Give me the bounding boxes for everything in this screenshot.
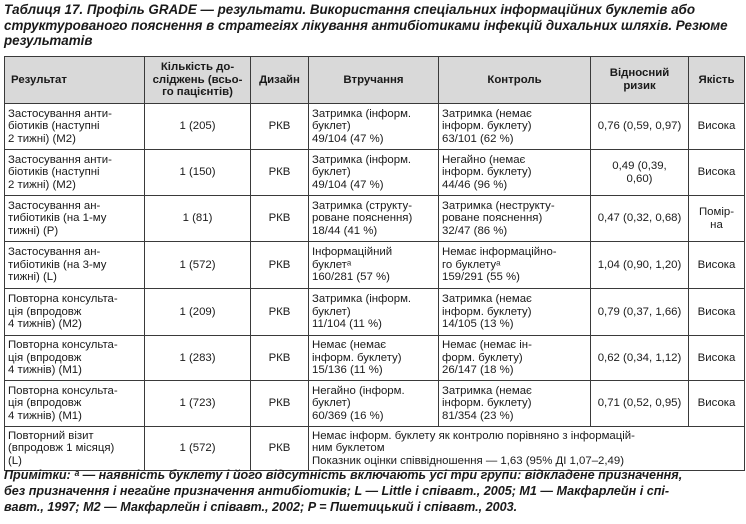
cell-quality: Висока bbox=[689, 104, 745, 150]
cell-control: Затримка (немає інформ. буклету) 14/105 (13 %) bbox=[439, 289, 591, 336]
cell-merged-summary: Немає інформ. буклету як контролю порівняно з інформацій- ним буклетом Показник оцінки співвідношення — 1,63 (95% ДІ 1,07–2,49) bbox=[309, 427, 745, 471]
cell-design: РКВ bbox=[251, 336, 309, 381]
cell-design: РКВ bbox=[251, 104, 309, 150]
cell-result: Повторна консульта- ція (впродовж 4 тижнів) (М2) bbox=[5, 289, 145, 336]
table-notes bbox=[4, 467, 744, 515]
cell-relative-risk: 1,04 (0,90, 1,20) bbox=[591, 242, 689, 289]
cell-result: Застосування ан- тибіотиків (на 1-му тижні) (Р) bbox=[5, 196, 145, 242]
cell-relative-risk: 0,62 (0,34, 1,12) bbox=[591, 336, 689, 381]
table-header-row bbox=[5, 57, 745, 104]
cell-result: Повторна консульта- ція (впродовж 4 тижнів) (М1) bbox=[5, 336, 145, 381]
cell-studies: 1 (81) bbox=[145, 196, 251, 242]
table-row bbox=[5, 381, 745, 427]
table-row bbox=[5, 242, 745, 289]
cell-control: Немає інформаційно- го буклетуᵃ 159/291 (55 %) bbox=[439, 242, 591, 289]
cell-studies: 1 (209) bbox=[145, 289, 251, 336]
cell-control: Затримка (немає інформ. буклету) 81/354 (23 %) bbox=[439, 381, 591, 427]
cell-design: РКВ bbox=[251, 196, 309, 242]
cell-design: РКВ bbox=[251, 242, 309, 289]
cell-studies: 1 (572) bbox=[145, 427, 251, 471]
cell-quality: Висока bbox=[689, 381, 745, 427]
cell-design: РКВ bbox=[251, 381, 309, 427]
header-result: Результат bbox=[5, 57, 145, 104]
cell-control: Затримка (неструкту- роване пояснення) 32/47 (86 %) bbox=[439, 196, 591, 242]
cell-studies: 1 (150) bbox=[145, 150, 251, 196]
cell-control: Негайно (немає інформ. буклету) 44/46 (96 %) bbox=[439, 150, 591, 196]
cell-result: Застосування анти- біотиків (наступні 2 тижні) (М2) bbox=[5, 104, 145, 150]
notes-line-1: Примітки: ᵃ — наявність буклету і його відсутність включають усі три групи: відкладене призначення, bbox=[4, 468, 683, 482]
header-intervention: Втручання bbox=[309, 57, 439, 104]
cell-control: Затримка (немає інформ. буклету) 63/101 (62 %) bbox=[439, 104, 591, 150]
cell-studies: 1 (283) bbox=[145, 336, 251, 381]
cell-relative-risk: 0,71 (0,52, 0,95) bbox=[591, 381, 689, 427]
cell-design: РКВ bbox=[251, 427, 309, 471]
header-control: Контроль bbox=[439, 57, 591, 104]
cell-result: Повторний візит (впродовж 1 місяця) (L) bbox=[5, 427, 145, 471]
notes-label: Примітки: bbox=[4, 468, 71, 482]
header-studies-lines: Кількість до- сліджень (всьо- го пацієнтів) bbox=[152, 61, 243, 99]
table-row-last bbox=[5, 427, 745, 471]
table-row bbox=[5, 289, 745, 336]
cell-studies: 1 (723) bbox=[145, 381, 251, 427]
table-row bbox=[5, 104, 745, 150]
notes-line-3: вавт., 1997; M2 — Макфарлейн і співавт., 2002; P = Пшетицький і співавт., 2003. bbox=[4, 500, 518, 514]
cell-quality: Висока bbox=[689, 289, 745, 336]
table-body bbox=[5, 104, 745, 471]
cell-studies: 1 (205) bbox=[145, 104, 251, 150]
table-row bbox=[5, 336, 745, 381]
header-design: Дизайн bbox=[251, 57, 309, 104]
cell-quality: Висока bbox=[689, 336, 745, 381]
cell-control: Немає (немає ін- форм. буклету) 26/147 (18 %) bbox=[439, 336, 591, 381]
cell-quality: Помір- на bbox=[689, 196, 745, 242]
cell-result: Застосування ан- тибіотиків (на 3-му тижні) (L) bbox=[5, 242, 145, 289]
cell-relative-risk: 0,79 (0,37, 1,66) bbox=[591, 289, 689, 336]
cell-relative-risk: 0,76 (0,59, 0,97) bbox=[591, 104, 689, 150]
table-row bbox=[5, 196, 745, 242]
cell-quality: Висока bbox=[689, 150, 745, 196]
table-row bbox=[5, 150, 745, 196]
cell-quality: Висока bbox=[689, 242, 745, 289]
table-caption: Таблиця 17. Профіль GRADE — результати. Використання спеціальних інформаційних буклетів або структурованого пояснення в стратегіях лікування антибіотиками інфекцій дихальних шляхів. Резюме результатів bbox=[4, 2, 728, 48]
grade-table bbox=[4, 56, 745, 471]
cell-design: РКВ bbox=[251, 150, 309, 196]
cell-relative-risk: 0,47 (0,32, 0,68) bbox=[591, 196, 689, 242]
cell-result: Повторна консульта- ція (впродовж 4 тижнів) (М1) bbox=[5, 381, 145, 427]
cell-intervention: Негайно (інформ. буклет) 60/369 (16 %) bbox=[309, 381, 439, 427]
cell-design: РКВ bbox=[251, 289, 309, 336]
notes-line-2: без призначення і негайне призначення антибіотиків; L — Little і співавт., 2005; M1 — Макфарлейн і спі- bbox=[4, 484, 670, 498]
header-relative-risk: Відносний ризик bbox=[591, 57, 689, 104]
cell-intervention: Затримка (структу- роване пояснення) 18/44 (41 %) bbox=[309, 196, 439, 242]
cell-studies: 1 (572) bbox=[145, 242, 251, 289]
cell-intervention: Затримка (інформ. буклет) 49/104 (47 %) bbox=[309, 150, 439, 196]
cell-relative-risk: 0,49 (0,39, 0,60) bbox=[591, 150, 689, 196]
header-quality: Якість bbox=[689, 57, 745, 104]
cell-intervention: Затримка (інформ. буклет) 11/104 (11 %) bbox=[309, 289, 439, 336]
cell-intervention: Немає (немає інформ. буклету) 15/136 (11 %) bbox=[309, 336, 439, 381]
header-studies bbox=[145, 57, 251, 104]
cell-result: Застосування анти- біотиків (наступні 2 тижні) (М2) bbox=[5, 150, 145, 196]
cell-intervention: Інформаційний буклетᵃ 160/281 (57 %) bbox=[309, 242, 439, 289]
cell-intervention: Затримка (інформ. буклет) 49/104 (47 %) bbox=[309, 104, 439, 150]
